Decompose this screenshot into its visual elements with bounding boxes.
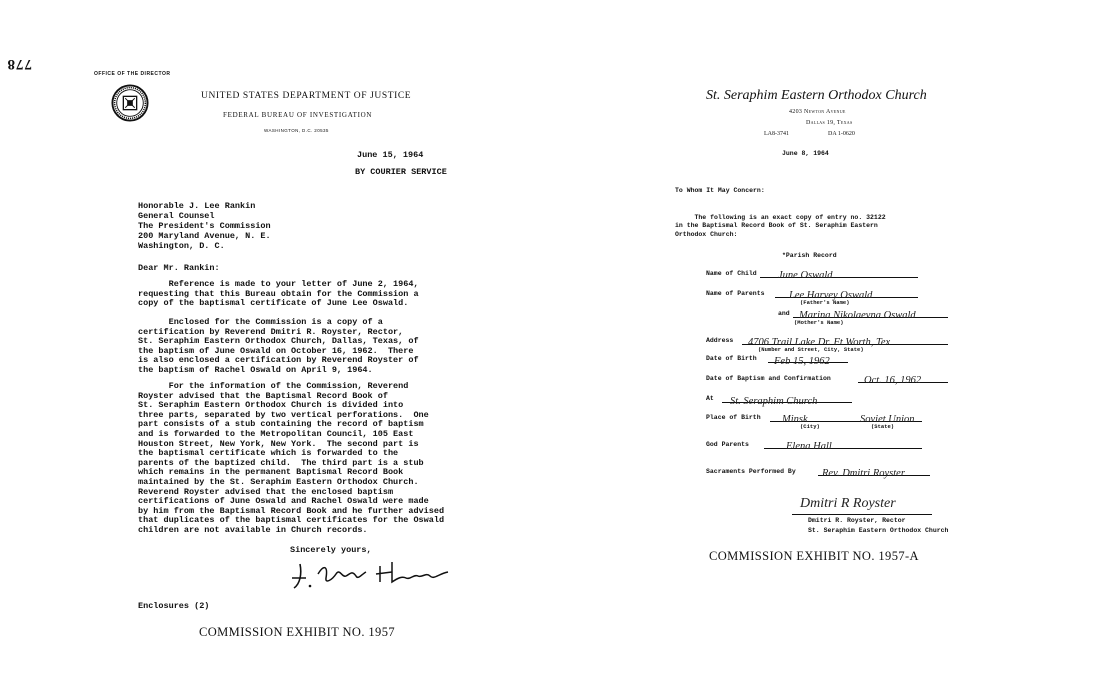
performed-value: Rev. Dmitri Royster — [822, 468, 905, 479]
at-line — [722, 389, 852, 407]
pob-state-line — [850, 407, 922, 425]
delivery-method: BY COURIER SERVICE — [355, 167, 447, 177]
hoover-signature — [288, 556, 458, 592]
exhibit-label-a: COMMISSION EXHIBIT NO. 1957-A — [709, 549, 919, 563]
record-title-text: Parish Record — [785, 252, 837, 259]
performed-label: Sacraments Performed By — [706, 468, 796, 475]
child-value: June Oswald — [778, 270, 833, 281]
parents-label: Name of Parents — [706, 290, 765, 297]
state-caption: (State) — [871, 423, 895, 430]
child-line — [760, 263, 918, 281]
office-label: OFFICE OF THE DIRECTOR — [94, 71, 171, 77]
recipient-address — [138, 201, 271, 251]
exhibit-label: COMMISSION EXHIBIT NO. 1957 — [199, 625, 395, 639]
signer-church: St. Seraphim Eastern Orthodox Church — [808, 527, 949, 534]
address-line: Washington, D. C. — [138, 241, 225, 251]
church-address: 4203 Newton Avenue — [789, 109, 846, 115]
intro-text: The following is an exact copy of entry no. 32122 in the Baptismal Record Book of St. Seraphim Eastern Orthodox Church: — [675, 214, 886, 238]
and-label: and — [778, 310, 790, 317]
at-value: St. Seraphim Church — [730, 396, 818, 407]
paragraph-enclosed: Enclosed for the Commission is a copy of a certification by Reverend Dmitri R. Royster, Rector, St. Seraphim Eastern Orthodox Church, Dallas, Texas, of the baptism of June Oswald on October 16, 1962. There is also enclosed a certification by Reverend Royster of the baptism of Rachel Oswald on April 9, 1964. — [138, 317, 419, 375]
church-phone-1: LA8-3741 — [764, 131, 789, 137]
at-label: At — [706, 395, 714, 402]
paragraph-reference: Reference is made to your letter of June 2, 1964, requesting that this Bureau obtain for the Commission a copy of the baptismal certificate of June Lee Oswald. — [138, 279, 419, 309]
church-name: St. Seraphim Eastern Orthodox Church — [706, 88, 927, 103]
fbi-seal-icon — [111, 84, 149, 122]
page-number: 778 — [6, 56, 32, 72]
father-value: Lee Harvey Oswald — [789, 290, 873, 301]
royster-signature: Dmitri R Royster — [800, 496, 896, 511]
signature-line — [792, 514, 932, 515]
father-caption: (Father's Name) — [800, 299, 850, 306]
enclosures: Enclosures (2) — [138, 601, 210, 611]
child-label: Name of Child — [706, 270, 757, 277]
header-location: WASHINGTON, D.C. 20535 — [264, 128, 329, 133]
baptism-line — [858, 368, 948, 386]
closing: Sincerely yours, — [290, 545, 372, 555]
pob-city: Minsk — [782, 414, 808, 425]
father-line — [775, 283, 918, 301]
pob-label: Place of Birth — [706, 414, 761, 421]
record-title: *Parish Record — [782, 252, 837, 259]
address-caption: (Number and Street, City, State) — [758, 346, 864, 353]
church-city: Dallas 19, Texas — [806, 120, 853, 126]
baptism-label: Date of Baptism and Confirmation — [706, 375, 831, 382]
address-value: 4706 Trail Lake Dr. Ft Worth, Tex — [748, 337, 891, 348]
salutation: Dear Mr. Rankin: — [138, 263, 220, 273]
address-line: The President's Commission — [138, 221, 271, 231]
mother-line — [793, 303, 948, 321]
mother-caption: (Mother's Name) — [794, 319, 844, 326]
header-bureau: FEDERAL BUREAU OF INVESTIGATION — [223, 111, 373, 119]
signer-name: Dmitri R. Royster, Rector — [808, 517, 906, 524]
church-phone-2: DA 1-0620 — [828, 131, 855, 137]
address-label: Address — [706, 337, 734, 344]
dob-line — [768, 349, 848, 367]
dob-label: Date of Birth — [706, 355, 757, 362]
godparents-label: God Parents — [706, 441, 749, 448]
baptism-value: Oct. 16, 1962 — [864, 375, 922, 386]
letter-date: June 15, 1964 — [357, 150, 424, 160]
pob-city-line — [770, 407, 850, 425]
mother-value: Marina Nikolaevna Oswald — [799, 310, 916, 321]
address-line: Honorable J. Lee Rankin — [138, 201, 256, 211]
header-department: UNITED STATES DEPARTMENT OF JUSTICE — [201, 91, 412, 101]
greeting: To Whom It May Concern: — [675, 187, 765, 194]
city-caption: (City) — [800, 423, 820, 430]
godparents-line — [764, 434, 922, 452]
pob-state: Soviet Union — [860, 414, 915, 425]
address-line-field — [742, 330, 948, 348]
performed-line — [818, 461, 930, 479]
dob-value: Feb 15, 1962 — [774, 356, 830, 367]
godparents-value: Elena Hall — [786, 441, 832, 452]
paragraph-information: For the information of the Commission, Reverend Royster advised that the Baptismal Record Book of St. Seraphim Eastern Orthodox Church is divided into three parts, separated by two vertical perforations. One part consists of a stub containing the record of baptism and is forwarded to the Metropolitan Council, 105 East Houston Street, New York, New York. The second part is the baptismal certificate which is forwarded to the parents of the baptized child. The third part is a stub which remains in the permanent Baptismal Record Book maintained by the St. Seraphim Eastern Orthodox Church. Reverend Royster advised that the enclosed baptism certifications of June Oswald and Rachel Oswald were made by him from the Baptismal Record Book and he further advised that duplicates of the baptismal certificates for the Oswald children are not available in Church records. — [138, 381, 445, 535]
church-letter-date: June 8, 1964 — [782, 150, 829, 157]
address-line: General Counsel — [138, 211, 215, 221]
address-line: 200 Maryland Avenue, N. E. — [138, 231, 271, 241]
